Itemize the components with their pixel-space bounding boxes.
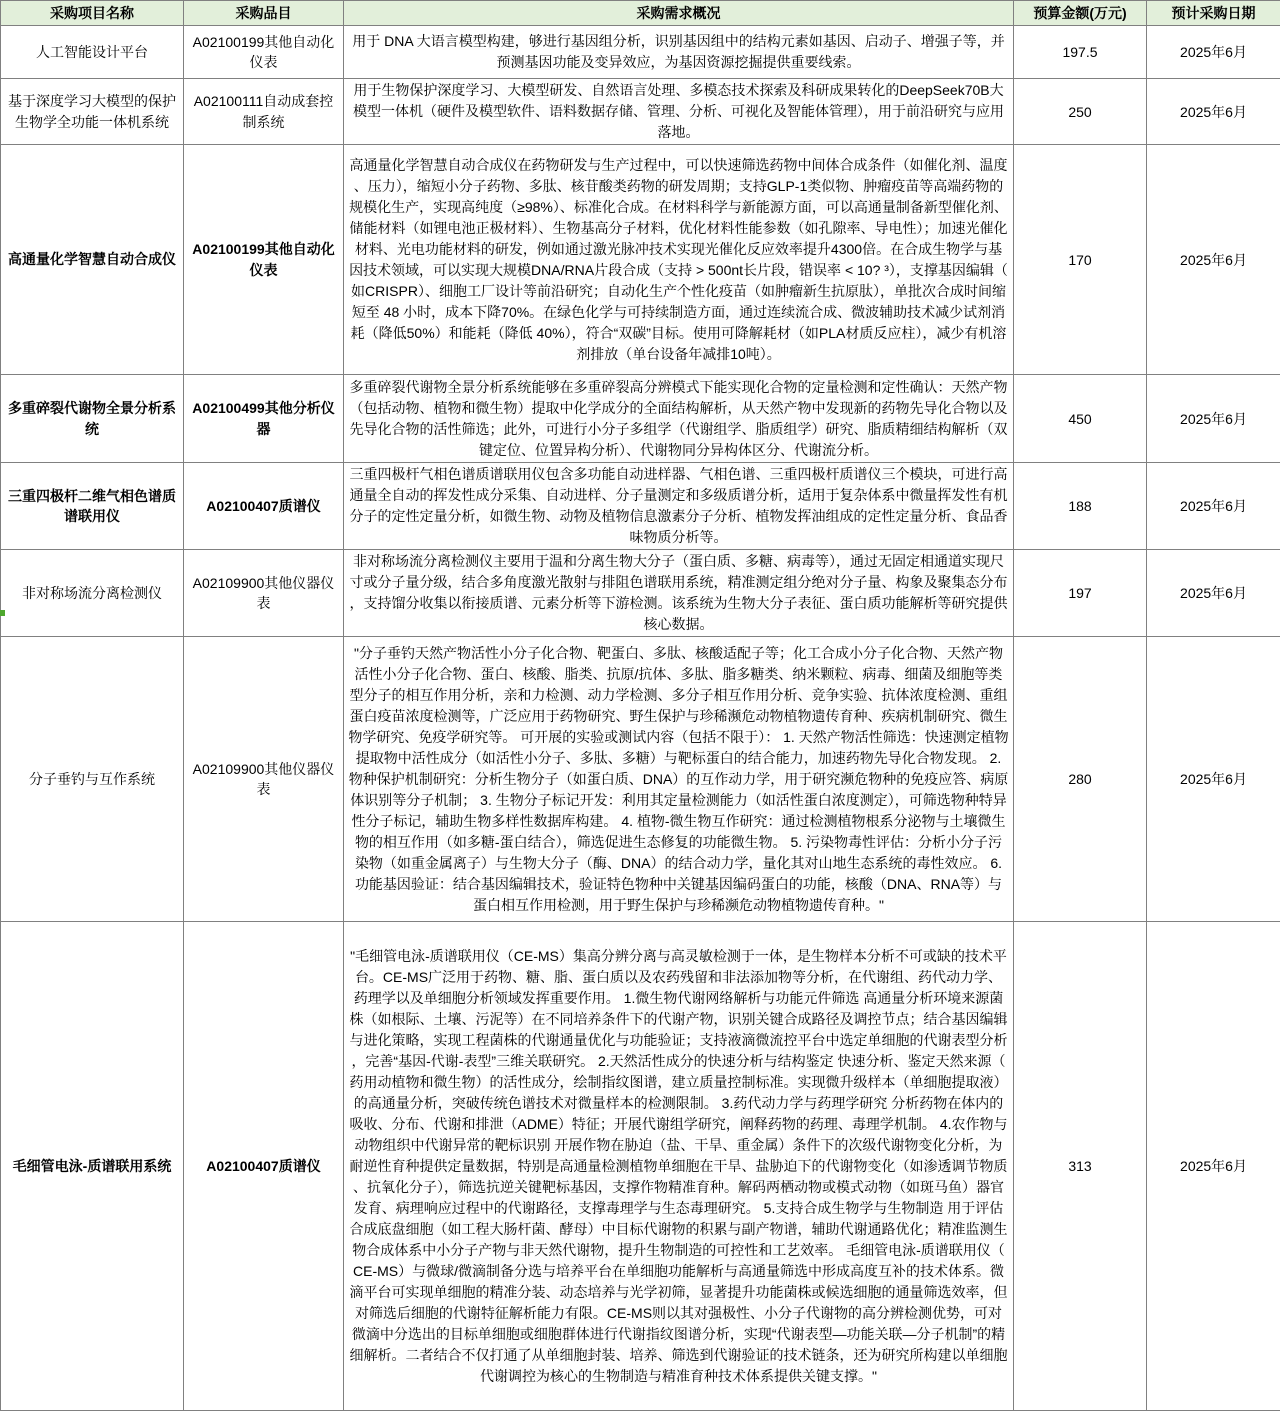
budget-cell: 450 [1014,375,1147,463]
project-name-cell: 高通量化学智慧自动合成仪 [1,145,184,375]
category-cell: A02100199其他自动化仪表 [184,26,344,79]
project-name-cell: 多重碎裂代谢物全景分析系统 [1,375,184,463]
demand-cell: "分子垂钓天然产物活性小分子化合物、靶蛋白、多肽、核酸适配子等；化工合成小分子化合物、天然产物活性小分子化合物、蛋白、核酸、脂类、抗原/抗体、多肽、脂多糖类、纳米颗粒、病毒、细菌及细胞等类型分子的相互作用分析，亲和力检测、动力学检测、多分子相互作用分析、竞争实验、抗体浓度检测、重组蛋白疫苗浓度检测等，广泛应用于药物研究、野生保护与珍稀濒危动物植物遗传育种、疾病机制研究、微生物学研究、免疫学研究等。 可开展的实验或测试内容（包括不限于）： 1. 天然产物活性筛选：快速测定植物提取物中活性成分（如活性小分子、多肽、多糖）与靶标蛋白的结合能力，加速药物先导化合物发现。 2. 物种保护机制研究：分析生物分子（如蛋白质、DNA）的互作动力学，用于研究濒危物种的免疫应答、病原体识别等分子机制； 3. 生物分子标记开发：利用其定量检测能力（如活性蛋白浓度测定），可筛选物种特异性分子标记，辅助生物多样性数据库构建。 4. 植物-微生物互作研究：通过检测植物根系分泌物与土壤微生物的相互作用（如多糖-蛋白结合），筛选促进生态修复的功能微生物。 5. 污染物毒性评估：分析小分子污染物（如重金属离子）与生物大分子（酶、DNA）的结合动力学，量化其对山地生态系统的毒性效应。 6. 功能基因验证：结合基因编辑技术，验证特色物种中关键基因编码蛋白的功能，核酸（DNA、RNA等）与蛋白相互作用检测，用于野生保护与珍稀濒危动物植物遗传育种。" [344,637,1014,922]
project-name-cell: 毛细管电泳-质谱联用系统 [1,922,184,1411]
category-cell: A02100407质谱仪 [184,463,344,550]
date-cell: 2025年6月 [1147,375,1280,463]
demand-cell: 三重四极杆气相色谱质谱联用仪包含多功能自动进样器、气相色谱、三重四极杆质谱仪三个模块，可进行高通量全自动的挥发性成分采集、自动进样、分子量测定和多级质谱分析，适用于复杂体系中微量挥发性有机分子的定性定量分析，如微生物、动物及植物信息激素分子分析、植物发挥油组成的定性定量分析、食品香味物质分析等。 [344,463,1014,550]
header-project-name: 采购项目名称 [1,1,184,26]
project-name-cell: 人工智能设计平台 [1,26,184,79]
demand-cell: 非对称场流分离检测仪主要用于温和分离生物大分子（蛋白质、多糖、病毒等），通过无固定相通道实现尺寸或分子量分级，结合多角度激光散射与排阻色谱联用系统，精准测定组分绝对分子量、构象及聚集态分布，支持馏分收集以衔接质谱、元素分析等下游检测。该系统为生物大分子表征、蛋白质功能解析等研究提供核心数据。 [344,550,1014,637]
date-cell: 2025年6月 [1147,550,1280,637]
header-category: 采购品目 [184,1,344,26]
green-artifact-mark [0,610,5,616]
date-cell: 2025年6月 [1147,145,1280,375]
header-budget: 预算金额(万元) [1014,1,1147,26]
category-cell: A02100111自动成套控制系统 [184,79,344,145]
date-cell: 2025年6月 [1147,463,1280,550]
category-cell: A02100199其他自动化仪表 [184,145,344,375]
header-row [1,1,1280,26]
project-name-cell: 非对称场流分离检测仪 [1,550,184,637]
date-cell: 2025年6月 [1147,637,1280,922]
budget-cell: 197.5 [1014,26,1147,79]
table-row [1,550,1280,637]
category-cell: A02109900其他仪器仪表 [184,550,344,637]
budget-cell: 197 [1014,550,1147,637]
date-cell: 2025年6月 [1147,26,1280,79]
table-row [1,145,1280,375]
budget-cell: 170 [1014,145,1147,375]
header-demand: 采购需求概况 [344,1,1014,26]
table-row [1,375,1280,463]
table-row [1,26,1280,79]
demand-cell: 多重碎裂代谢物全景分析系统能够在多重碎裂高分辨模式下能实现化合物的定量检测和定性确认：天然产物（包括动物、植物和微生物）提取中化学成分的全面结构解析，从天然产物中发现新的药物先导化合物以及先导化合物的活性筛选；此外，可进行小分子多组学（代谢组学、脂质组学）研究、脂质精细结构解析（双键定位、位置异构分析）、代谢物同分异构体区分、代谢流分析。 [344,375,1014,463]
table-row [1,79,1280,145]
demand-cell: 用于 DNA 大语言模型构建，够进行基因组分析，识别基因组中的结构元素如基因、启动子、增强子等，并预测基因功能及变异效应，为基因资源挖掘提供重要线索。 [344,26,1014,79]
table-row [1,922,1280,1411]
table-row [1,463,1280,550]
category-cell: A02109900其他仪器仪表 [184,637,344,922]
demand-cell: 高通量化学智慧自动合成仪在药物研发与生产过程中，可以快速筛选药物中间体合成条件（如催化剂、温度、压力），缩短小分子药物、多肽、核苷酸类药物的研发周期；支持GLP-1类似物、肿瘤疫苗等高端药物的规模化生产，实现高纯度（≥98%）、标准化合成。在材料科学与新能源方面，可以高通量制备新型催化剂、储能材料（如锂电池正极材料）、生物基高分子材料，优化材料性能参数（如孔隙率、导电性）；加速光催化材料、光电功能材料的研发，例如通过激光脉冲技术实现光催化反应效率提升4300倍。在合成生物学与基因技术领域，可以实现大规模DNA/RNA片段合成（支持 > 500nt长片段，错误率 < 10? ³），支撑基因编辑（如CRISPR）、细胞工厂设计等前沿研究；自动化生产个性化疫苗（如肿瘤新生抗原肽），单批次合成时间缩短至 48 小时，成本下降70%。在绿色化学与可持续制造方面，通过连续流合成、微波辅助技术减少试剂消耗（降低50%）和能耗（降低 40%），符合“双碳”目标。使用可降解耗材（如PLA材质反应柱），减少有机溶剂排放（单台设备年减排10吨）。 [344,145,1014,375]
category-cell: A02100499其他分析仪器 [184,375,344,463]
project-name-cell: 基于深度学习大模型的保护生物学全功能一体机系统 [1,79,184,145]
date-cell: 2025年6月 [1147,922,1280,1411]
demand-cell: "毛细管电泳-质谱联用仪（CE-MS）集高分辨分离与高灵敏检测于一体，是生物样本分析不可或缺的技术平台。CE-MS广泛用于药物、糖、脂、蛋白质以及农药残留和非法添加物等分析，在代谢组、药代动力学、药理学以及单细胞分析领域发挥重要作用。 1.微生物代谢网络解析与功能元件筛选 高通量分析环境来源菌株（如根际、土壤、污泥等）在不同培养条件下的代谢产物，识别关键合成路径及调控节点；结合基因编辑与进化策略，实现工程菌株的代谢通量优化与功能验证；支持液滴微流控平台中选定单细胞的代谢表型分析，完善“基因-代谢-表型”三维关联研究。 2.天然活性成分的快速分析与结构鉴定 快速分析、鉴定天然来源（药用动植物和微生物）的活性成分，绘制指纹图谱，建立质量控制标准。实现微升级样本（单细胞提取液）的高通量分析，突破传统色谱技术对微量样本的检测限制。 3.药代动力学与药理学研究 分析药物在体内的吸收、分布、代谢和排泄（ADME）特征；开展代谢组学研究，阐释药物的药理、毒理学机制。 4.农作物与动物组织中代谢异常的靶标识别 开展作物在胁迫（盐、干旱、重金属）条件下的次级代谢物变化分析，为耐逆性育种提供定量数据，特别是高通量检测植物单细胞在干旱、盐胁迫下的代谢物变化（如渗透调节物质、抗氧化分子），筛选抗逆关键靶标基因，支撑作物精准育种。解码两栖动物或模式动物（如斑马鱼）器官发育、病理响应过程中的代谢路径，支撑毒理学与生态毒理研究。 5.支持合成生物学与生物制造 用于评估合成底盘细胞（如工程大肠杆菌、酵母）中目标代谢物的积累与副产物谱，辅助代谢通路优化；精准监测生物合成体系中小分子产物与非天然代谢物，提升生物制造的可控性和工艺效率。 毛细管电泳-质谱联用仪（CE-MS）与微球/微滴制备分选与培养平台在单细胞功能解析与高通量筛选中形成高度互补的技术体系。微滴平台可实现单细胞的精准分装、动态培养与光学初筛，显著提升功能菌株或候选细胞的通量筛选效率，但对筛选后细胞的代谢特征解析能力有限。CE-MS则以其对强极性、小分子代谢物的高分辨检测优势，可对微滴中分选出的目标单细胞或细胞群体进行代谢指纹图谱分析，实现“代谢表型—功能关联—分子机制”的精细解析。二者结合不仅打通了从单细胞封装、培养、筛选到代谢验证的技术链条，还为研究所构建以单细胞代谢调控为核心的生物制造与精准育种技术体系提供关键支撑。" [344,922,1014,1411]
budget-cell: 188 [1014,463,1147,550]
project-name-cell: 分子垂钓与互作系统 [1,637,184,922]
demand-cell: 用于生物保护深度学习、大模型研发、自然语言处理、多模态技术探索及科研成果转化的DeepSeek70B大模型一体机（硬件及模型软件、语料数据存储、管理、分析、可视化及智能体管理），用于前沿研究与应用落地。 [344,79,1014,145]
budget-cell: 280 [1014,637,1147,922]
budget-cell: 250 [1014,79,1147,145]
project-name-cell: 三重四极杆二维气相色谱质谱联用仪 [1,463,184,550]
date-cell: 2025年6月 [1147,79,1280,145]
header-date: 预计采购日期 [1147,1,1280,26]
budget-cell: 313 [1014,922,1147,1411]
category-cell: A02100407质谱仪 [184,922,344,1411]
table-row [1,637,1280,922]
